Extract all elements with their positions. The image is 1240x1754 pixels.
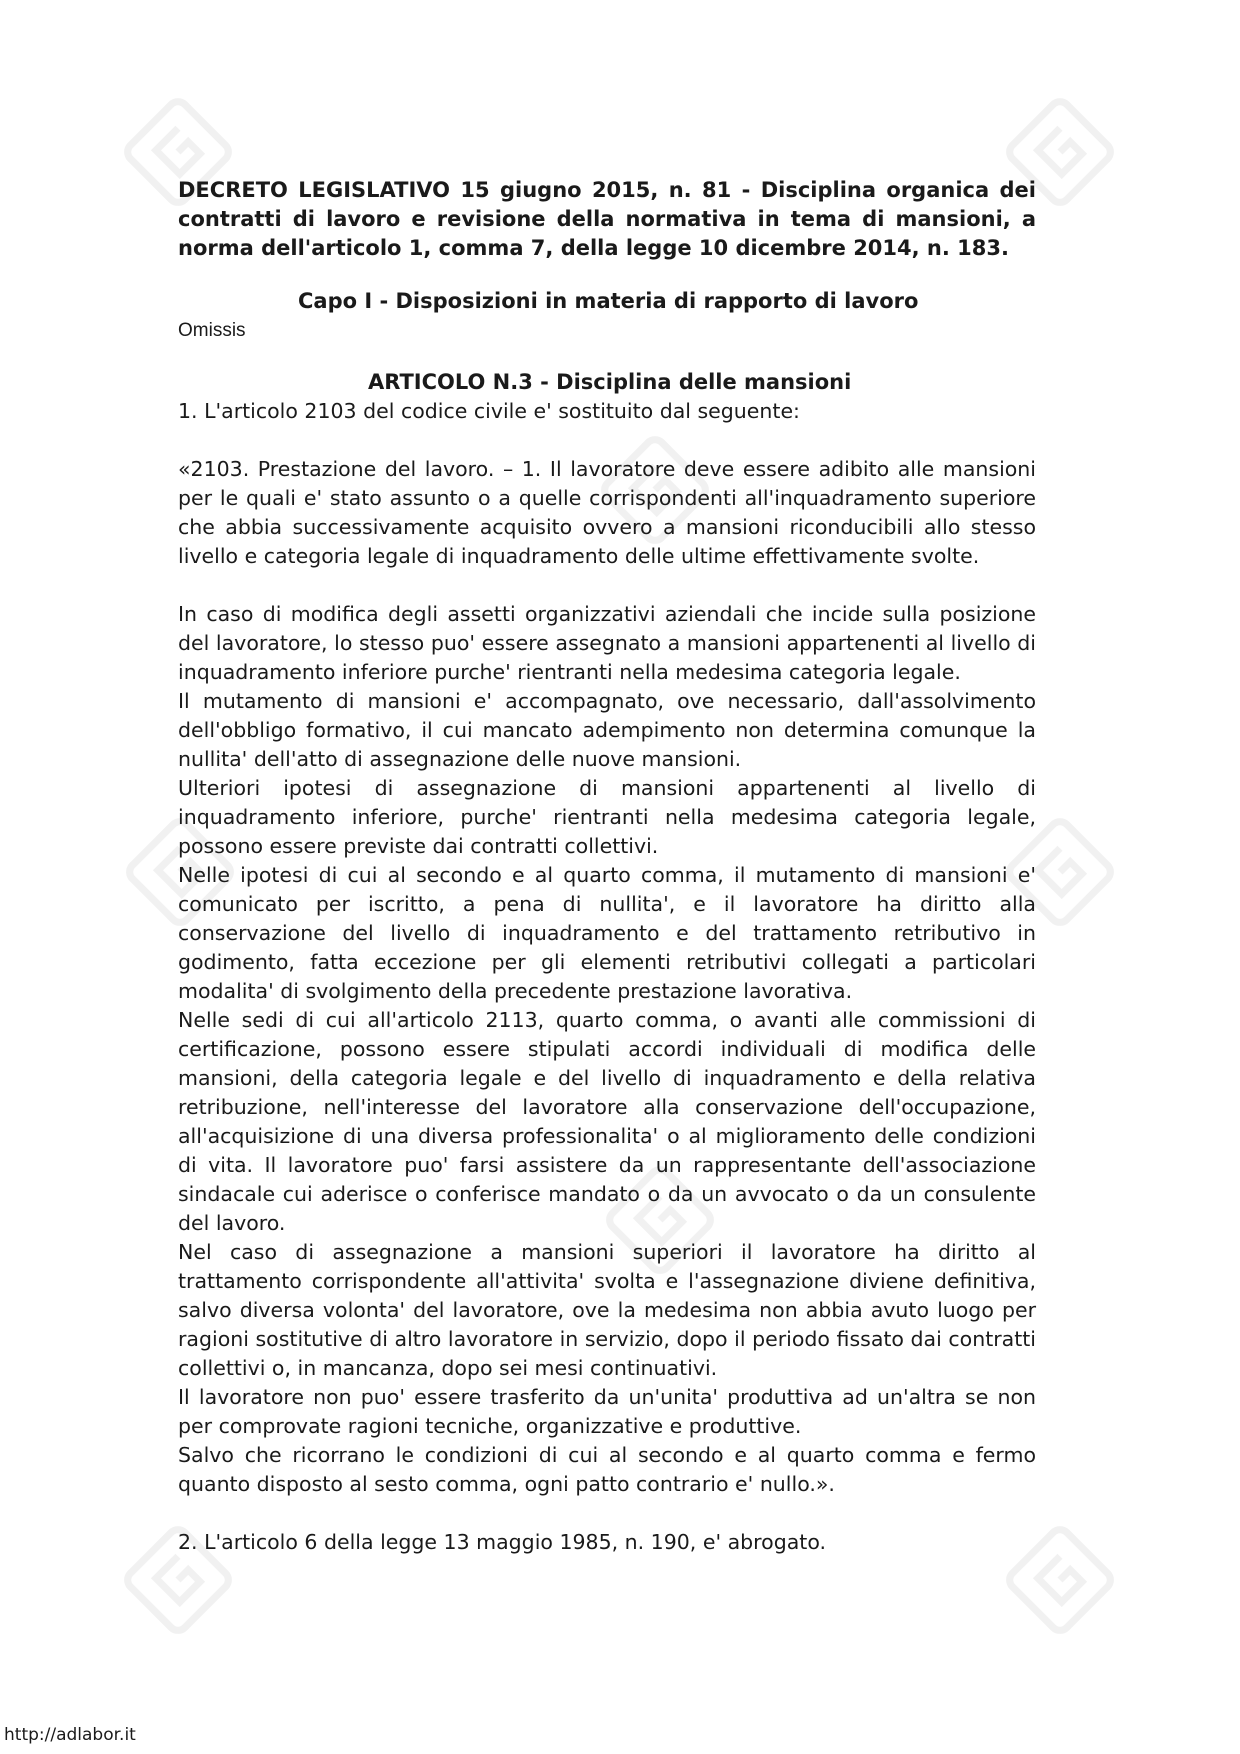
paragraph: 2. L'articolo 6 della legge 13 maggio 1985, n. 190, e' abrogato. — [178, 1530, 827, 1554]
footer-url[interactable]: http://adlabor.it — [4, 1725, 136, 1745]
paragraph: Il lavoratore non puo' essere trasferito da un'unita' produttiva ad un'altra se non per comprovate ragioni tecniche, organizzative e produttive. — [178, 1385, 1036, 1438]
paragraph: 1. L'articolo 2103 del codice civile e' sostituito dal seguente: — [178, 399, 800, 423]
paragraph: In caso di modifica degli assetti organizzativi aziendali che incide sulla posizione del lavoratore, lo stesso puo' essere assegnato a mansioni appartenenti al livello di inquadramento inferiore purche' rientranti nella medesima categoria legale. — [178, 602, 1036, 684]
paragraph: Ulteriori ipotesi di assegnazione di mansioni appartenenti al livello di inquadramento inferiore, purche' rientranti nella medesima categoria legale, possono essere previste dai contratti collettivi. — [178, 776, 1036, 858]
paragraph: Nelle sedi di cui all'articolo 2113, quarto comma, o avanti alle commissioni di certificazione, possono essere stipulati accordi individuali di modifica delle mansioni, della categoria legale e del livello di inquadramento e della relativa retribuzione, nell'interesse del lavoratore alla conservazione dell'occupazione, all'acquisizione di una diversa professionalita' o al miglioramento delle condizioni di vita. Il lavoratore puo' farsi assistere da un rappresentante dell'associazione sindacale cui aderisce o conferisce mandato o da un avvocato o da un consulente del lavoro. — [178, 1008, 1036, 1235]
paragraph: Salvo che ricorrano le condizioni di cui al secondo e al quarto comma e fermo quanto disposto al sesto comma, ogni patto contrario e' nullo.». — [178, 1443, 1036, 1496]
chapter-heading: Capo I - Disposizioni in materia di rapporto di lavoro — [298, 289, 919, 313]
paragraph: Nel caso di assegnazione a mansioni superiori il lavoratore ha diritto al trattamento corrispondente all'attivita' svolta e l'assegnazione diviene definitiva, salvo diversa volonta' del lavoratore, ove la medesima non abbia avuto luogo per ragioni sostitutive di altro lavoratore in servizio, dopo il periodo fissato dai contratti collettivi o, in mancanza, dopo sei mesi continuativi. — [178, 1240, 1036, 1380]
paragraph-spacer — [178, 426, 1036, 455]
paragraph: Il mutamento di mansioni e' accompagnato, ove necessario, dall'assolvimento dell'obbligo formativo, il cui mancato adempimento non determina comunque la nullita' dell'atto di assegnazione delle nuove mansioni. — [178, 689, 1036, 771]
document-title: DECRETO LEGISLATIVO 15 giugno 2015, n. 81 - Disciplina organica dei contratti di lavoro e revisione della normativa in tema di mansioni, a norma dell'articolo 1, comma 7, della legge 10 dicembre 2014, n. 183. — [178, 178, 1036, 260]
paragraph-spacer — [178, 1499, 1036, 1528]
document-body — [178, 176, 1036, 1557]
paragraph-spacer — [178, 571, 1036, 600]
paragraph: «2103. Prestazione del lavoro. – 1. Il lavoratore deve essere adibito alle mansioni per le quali e' stato assunto o a quelle corrispondenti all'inquadramento superiore che abbia successivamente acquisito ovvero a mansioni riconducibili allo stesso livello e categoria legale di inquadramento delle ultime effettivamente svolte. — [178, 457, 1036, 568]
paragraph: Nelle ipotesi di cui al secondo e al quarto comma, il mutamento di mansioni e' comunicato per iscritto, a pena di nullita', e il lavoratore ha diritto alla conservazione del livello di inquadramento e del trattamento retributivo in godimento, fatta eccezione per gli elementi retributivi collegati a particolari modalita' di svolgimento della precedente prestazione lavorativa. — [178, 863, 1036, 1003]
omissis-note: Omissis — [178, 320, 246, 341]
article-heading: ARTICOLO N.3 - Disciplina delle mansioni — [368, 370, 852, 394]
